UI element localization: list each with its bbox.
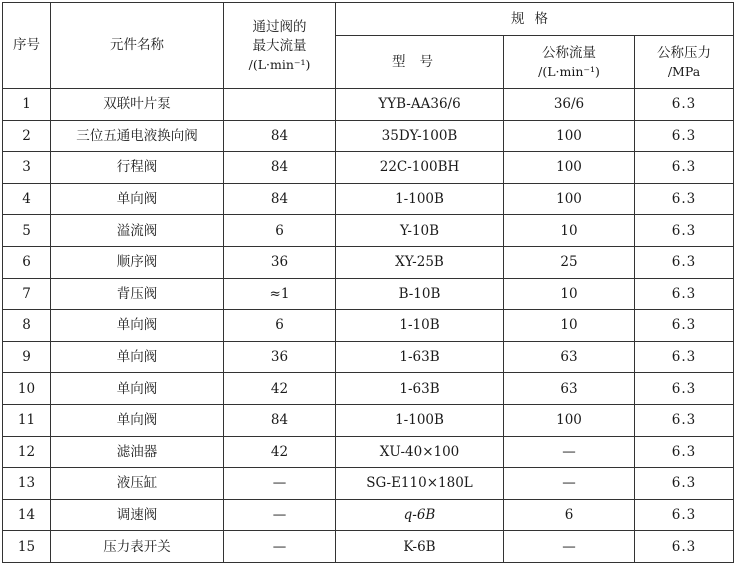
header-index: 序号	[3, 3, 51, 89]
table-row	[3, 120, 734, 152]
cell-model: 1-63B	[336, 373, 504, 405]
table-row	[3, 499, 734, 531]
header-model: 型号	[336, 36, 504, 89]
table-row	[3, 246, 734, 278]
cell-model: q-6B	[336, 499, 504, 531]
cell-component-name: 溢流阀	[51, 215, 224, 247]
cell-rated-pressure: 6.3	[635, 310, 734, 342]
cell-rated-flow: 10	[504, 310, 635, 342]
cell-rated-flow: 63	[504, 373, 635, 405]
cell-max-flow: ≈1	[224, 278, 336, 310]
cell-max-flow: 42	[224, 436, 336, 468]
cell-rated-pressure: 6.3	[635, 215, 734, 247]
cell-index: 11	[3, 404, 51, 436]
cell-rated-flow: 10	[504, 278, 635, 310]
header-spec: 规格	[336, 3, 734, 36]
cell-rated-pressure: 6.3	[635, 341, 734, 373]
cell-rated-pressure: 6.3	[635, 246, 734, 278]
cell-rated-flow: 100	[504, 404, 635, 436]
cell-index: 8	[3, 310, 51, 342]
header-rated-pressure-line1: 公称压力	[657, 44, 711, 61]
header-rated-pressure	[635, 36, 734, 89]
cell-model: Y-10B	[336, 215, 504, 247]
cell-max-flow: 6	[224, 310, 336, 342]
cell-index: 12	[3, 436, 51, 468]
cell-model: 1-63B	[336, 341, 504, 373]
cell-max-flow	[224, 89, 336, 121]
header-component-name: 元件名称	[51, 3, 224, 89]
header-max-flow-line2: 最大流量	[252, 38, 307, 54]
cell-component-name: 顺序阀	[51, 246, 224, 278]
cell-max-flow: 42	[224, 373, 336, 405]
cell-component-name: 压力表开关	[51, 531, 224, 563]
table-row	[3, 373, 734, 405]
cell-component-name: 液压缸	[51, 468, 224, 500]
cell-rated-flow: 6	[504, 499, 635, 531]
table-row	[3, 341, 734, 373]
cell-component-name: 单向阀	[51, 404, 224, 436]
cell-max-flow: 6	[224, 215, 336, 247]
header-rated-flow-line1: 公称流量	[542, 44, 596, 61]
cell-index: 3	[3, 152, 51, 184]
cell-rated-flow: 100	[504, 120, 635, 152]
hydraulic-components-table	[2, 2, 734, 563]
cell-component-name: 三位五通电液换向阀	[51, 120, 224, 152]
cell-max-flow: 84	[224, 120, 336, 152]
cell-index: 10	[3, 373, 51, 405]
cell-rated-pressure: 6.3	[635, 89, 734, 121]
cell-max-flow: —	[224, 531, 336, 563]
cell-max-flow: 84	[224, 183, 336, 215]
header-max-flow-unit: /(L·min⁻¹)	[248, 57, 311, 73]
table-row	[3, 531, 734, 563]
header-max-flow-line1: 通过阀的	[252, 18, 307, 35]
cell-model: 22C-100BH	[336, 152, 504, 184]
cell-rated-pressure: 6.3	[635, 278, 734, 310]
header-rated-flow	[504, 36, 635, 89]
header-rated-flow-unit: /(L·min⁻¹)	[538, 64, 600, 80]
cell-index: 9	[3, 341, 51, 373]
cell-index: 1	[3, 89, 51, 121]
cell-max-flow: 36	[224, 341, 336, 373]
cell-rated-pressure: 6.3	[635, 120, 734, 152]
cell-rated-flow: —	[504, 531, 635, 563]
header-max-flow	[224, 3, 336, 89]
cell-component-name: 双联叶片泵	[51, 89, 224, 121]
cell-component-name: 单向阀	[51, 310, 224, 342]
cell-rated-flow: 36/6	[504, 89, 635, 121]
component-table-wrapper	[2, 2, 734, 563]
cell-model: K-6B	[336, 531, 504, 563]
cell-max-flow: 84	[224, 404, 336, 436]
cell-max-flow: 36	[224, 246, 336, 278]
cell-model: XY-25B	[336, 246, 504, 278]
cell-rated-flow: —	[504, 468, 635, 500]
cell-component-name: 单向阀	[51, 341, 224, 373]
cell-rated-flow: 63	[504, 341, 635, 373]
cell-max-flow: —	[224, 499, 336, 531]
cell-model: 1-10B	[336, 310, 504, 342]
table-row	[3, 310, 734, 342]
table-row	[3, 278, 734, 310]
cell-model: XU-40×100	[336, 436, 504, 468]
table-row	[3, 404, 734, 436]
cell-index: 13	[3, 468, 51, 500]
cell-model: 1-100B	[336, 183, 504, 215]
cell-rated-flow: 100	[504, 183, 635, 215]
cell-max-flow: —	[224, 468, 336, 500]
cell-model: B-10B	[336, 278, 504, 310]
cell-index: 5	[3, 215, 51, 247]
cell-rated-flow: 10	[504, 215, 635, 247]
cell-rated-pressure: 6.3	[635, 373, 734, 405]
cell-component-name: 单向阀	[51, 373, 224, 405]
table-row	[3, 215, 734, 247]
cell-component-name: 滤油器	[51, 436, 224, 468]
header-rated-pressure-unit: /MPa	[667, 64, 701, 80]
cell-index: 6	[3, 246, 51, 278]
cell-index: 7	[3, 278, 51, 310]
cell-index: 15	[3, 531, 51, 563]
cell-index: 14	[3, 499, 51, 531]
cell-rated-pressure: 6.3	[635, 436, 734, 468]
cell-rated-pressure: 6.3	[635, 183, 734, 215]
cell-max-flow: 84	[224, 152, 336, 184]
cell-rated-flow: —	[504, 436, 635, 468]
table-row	[3, 89, 734, 121]
cell-component-name: 调速阀	[51, 499, 224, 531]
cell-component-name: 行程阀	[51, 152, 224, 184]
cell-index: 4	[3, 183, 51, 215]
cell-rated-pressure: 6.3	[635, 468, 734, 500]
table-row	[3, 152, 734, 184]
cell-rated-pressure: 6.3	[635, 531, 734, 563]
table-row	[3, 436, 734, 468]
table-row	[3, 183, 734, 215]
cell-rated-flow: 100	[504, 152, 635, 184]
cell-component-name: 单向阀	[51, 183, 224, 215]
table-row	[3, 468, 734, 500]
cell-model: 35DY-100B	[336, 120, 504, 152]
cell-rated-pressure: 6.3	[635, 499, 734, 531]
cell-component-name: 背压阀	[51, 278, 224, 310]
cell-model: SG-E110×180L	[336, 468, 504, 500]
table-body	[3, 89, 734, 563]
cell-model: 1-100B	[336, 404, 504, 436]
cell-rated-pressure: 6.3	[635, 404, 734, 436]
cell-rated-pressure: 6.3	[635, 152, 734, 184]
cell-index: 2	[3, 120, 51, 152]
cell-rated-flow: 25	[504, 246, 635, 278]
cell-model: YYB-AA36/6	[336, 89, 504, 121]
